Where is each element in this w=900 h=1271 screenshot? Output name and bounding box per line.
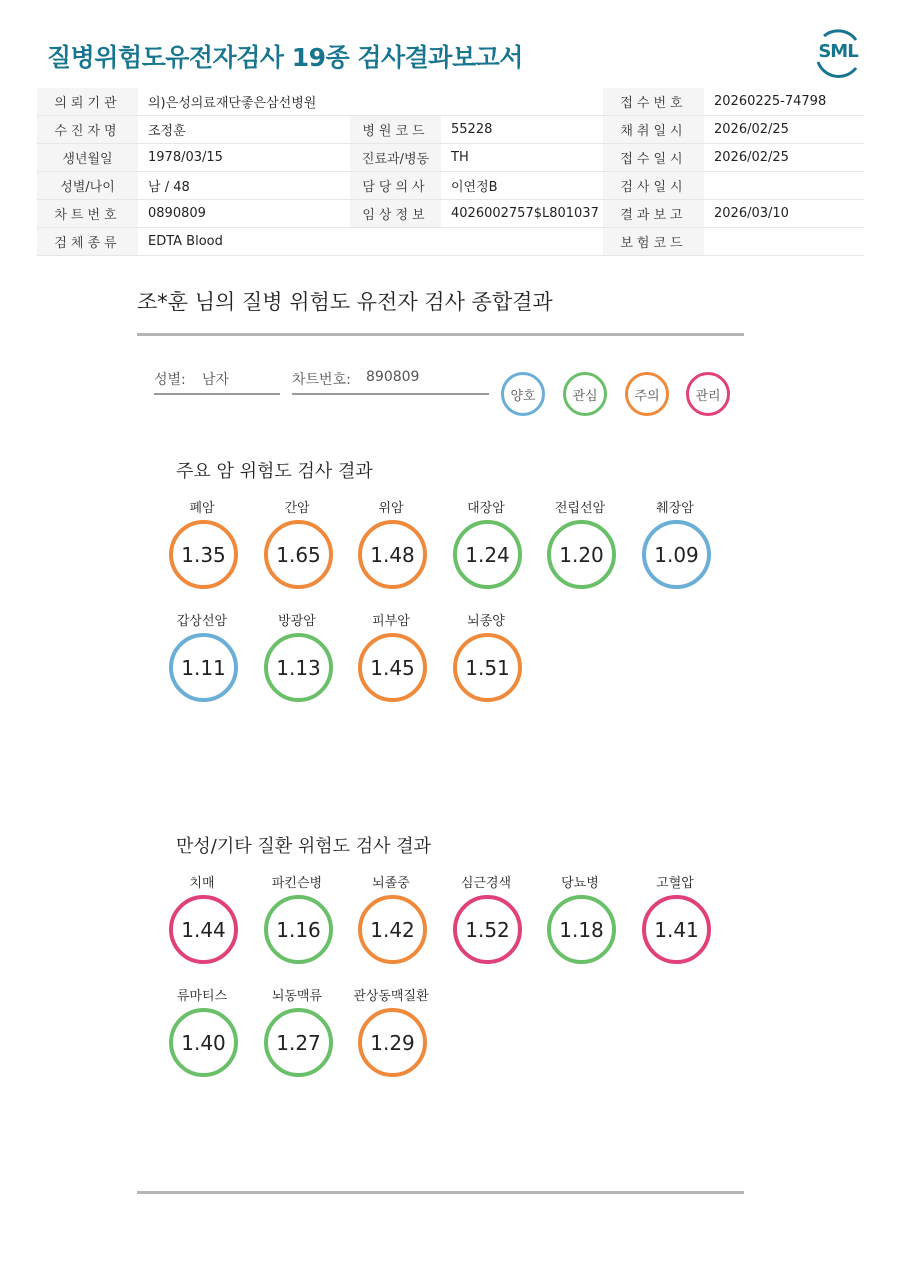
risk-item [152, 610, 252, 720]
legend-good: 양호 [501, 372, 545, 416]
risk-score-circle: 1.29 [358, 1008, 427, 1077]
risk-score-circle: 1.16 [264, 895, 333, 964]
info-label: 수진자명 [37, 116, 138, 144]
info-label: 접수번호 [603, 88, 704, 116]
risk-item [341, 985, 441, 1095]
risk-score-circle: 1.48 [358, 520, 427, 589]
risk-item [530, 872, 630, 982]
info-value [441, 88, 603, 116]
sex-value: 남자 [202, 372, 230, 388]
risk-item-name: 방광암 [278, 614, 316, 629]
report-title: 질병위험도유전자검사 19종 검사결과보고서 [47, 43, 523, 72]
risk-score-circle: 1.45 [358, 633, 427, 702]
risk-item-name: 대장암 [467, 501, 505, 516]
info-row [37, 200, 864, 228]
info-label [350, 228, 441, 256]
info-label [350, 88, 441, 116]
info-value: 0890809 [138, 200, 350, 228]
cancer-section-title: 주요 암 위험도 검사 결과 [176, 461, 373, 482]
risk-item [341, 872, 441, 982]
risk-item [247, 497, 347, 607]
info-row [37, 172, 864, 200]
risk-item-name: 췌장암 [656, 501, 694, 516]
risk-score-circle: 1.13 [264, 633, 333, 702]
risk-item-name: 당뇨병 [561, 876, 599, 891]
legend-manage: 관리 [686, 372, 730, 416]
info-label: 의뢰기관 [37, 88, 138, 116]
chart-number-value: 890809 [366, 369, 420, 385]
risk-item [341, 610, 441, 720]
risk-item [625, 872, 725, 982]
risk-item [152, 497, 252, 607]
risk-score-circle: 1.52 [453, 895, 522, 964]
info-label: 병원코드 [350, 116, 441, 144]
risk-score-circle: 1.42 [358, 895, 427, 964]
info-value: 이연정B [441, 172, 603, 200]
risk-item [152, 985, 252, 1095]
info-label: 임상정보 [350, 200, 441, 228]
info-row [37, 116, 864, 144]
legend-interest: 관심 [563, 372, 607, 416]
risk-item-name: 뇌졸중 [372, 876, 410, 891]
info-value: 조정훈 [138, 116, 350, 144]
info-value: EDTA Blood [138, 228, 350, 256]
risk-item-name: 피부암 [372, 614, 410, 629]
chart-number-field [292, 369, 489, 395]
chronic-section-title: 만성/기타 질환 위험도 검사 결과 [176, 836, 431, 857]
risk-item-name: 파킨슨병 [271, 876, 323, 891]
info-value: 1978/03/15 [138, 144, 350, 172]
info-value: 4026002757$L801037 [441, 200, 603, 228]
info-value [441, 228, 603, 256]
info-value: 2026/02/25 [704, 116, 864, 144]
info-row [37, 228, 864, 256]
summary-title: 조*훈 님의 질병 위험도 유전자 검사 종합결과 [137, 290, 553, 314]
info-label: 검체종류 [37, 228, 138, 256]
risk-score-circle: 1.27 [264, 1008, 333, 1077]
info-value [704, 228, 864, 256]
risk-item [247, 610, 347, 720]
info-label: 생년월일 [37, 144, 138, 172]
sex-field [154, 369, 280, 395]
risk-item [247, 872, 347, 982]
info-value: 의)은성의료재단좋은삼선병원 [138, 88, 350, 116]
risk-item [247, 985, 347, 1095]
risk-item [341, 497, 441, 607]
risk-item [436, 497, 536, 607]
info-label: 성별/나이 [37, 172, 138, 200]
risk-score-circle: 1.24 [453, 520, 522, 589]
risk-item [436, 872, 536, 982]
risk-item-name: 뇌동맥류 [271, 989, 323, 1004]
info-label: 접수일시 [603, 144, 704, 172]
info-value: 20260225-74798 [704, 88, 864, 116]
info-label: 검사일시 [603, 172, 704, 200]
risk-item-name: 치매 [189, 876, 215, 891]
info-label: 차트번호 [37, 200, 138, 228]
risk-score-circle: 1.40 [169, 1008, 238, 1077]
info-label: 결과보고 [603, 200, 704, 228]
info-label: 보험코드 [603, 228, 704, 256]
risk-score-circle: 1.44 [169, 895, 238, 964]
info-row [37, 88, 864, 116]
risk-score-circle: 1.41 [642, 895, 711, 964]
risk-score-circle: 1.35 [169, 520, 238, 589]
info-value: 남 / 48 [138, 172, 350, 200]
risk-item-name: 위암 [378, 501, 404, 516]
risk-item-name: 심근경색 [460, 876, 512, 891]
risk-item-name: 관상동맥질환 [353, 989, 429, 1004]
risk-score-circle: 1.18 [547, 895, 616, 964]
sex-label: 성별: [154, 372, 186, 388]
risk-item [530, 497, 630, 607]
info-label: 담당의사 [350, 172, 441, 200]
info-value: 2026/02/25 [704, 144, 864, 172]
info-label: 진료과/병동 [350, 144, 441, 172]
bottom-divider [137, 1191, 744, 1194]
legend-caution: 주의 [625, 372, 669, 416]
risk-item [436, 610, 536, 720]
risk-item-name: 갑상선암 [176, 614, 228, 629]
risk-score-circle: 1.51 [453, 633, 522, 702]
top-divider [137, 333, 744, 336]
risk-score-circle: 1.65 [264, 520, 333, 589]
risk-score-circle: 1.09 [642, 520, 711, 589]
info-value: 55228 [441, 116, 603, 144]
risk-item-name: 뇌종양 [467, 614, 505, 629]
risk-item [152, 872, 252, 982]
info-value: 2026/03/10 [704, 200, 864, 228]
risk-item [625, 497, 725, 607]
risk-score-circle: 1.11 [169, 633, 238, 702]
risk-score-circle: 1.20 [547, 520, 616, 589]
risk-item-name: 폐암 [189, 501, 215, 516]
chart-number-label: 차트번호: [292, 372, 351, 388]
info-value: TH [441, 144, 603, 172]
risk-item-name: 전립선암 [554, 501, 606, 516]
logo-text: SML [818, 41, 858, 62]
sml-logo [812, 28, 864, 78]
risk-item-name: 류마티스 [176, 989, 228, 1004]
info-value [704, 172, 864, 200]
info-row [37, 144, 864, 172]
risk-item-name: 간암 [284, 501, 310, 516]
risk-item-name: 고혈압 [656, 876, 694, 891]
patient-info-table [37, 88, 864, 256]
info-label: 채취일시 [603, 116, 704, 144]
